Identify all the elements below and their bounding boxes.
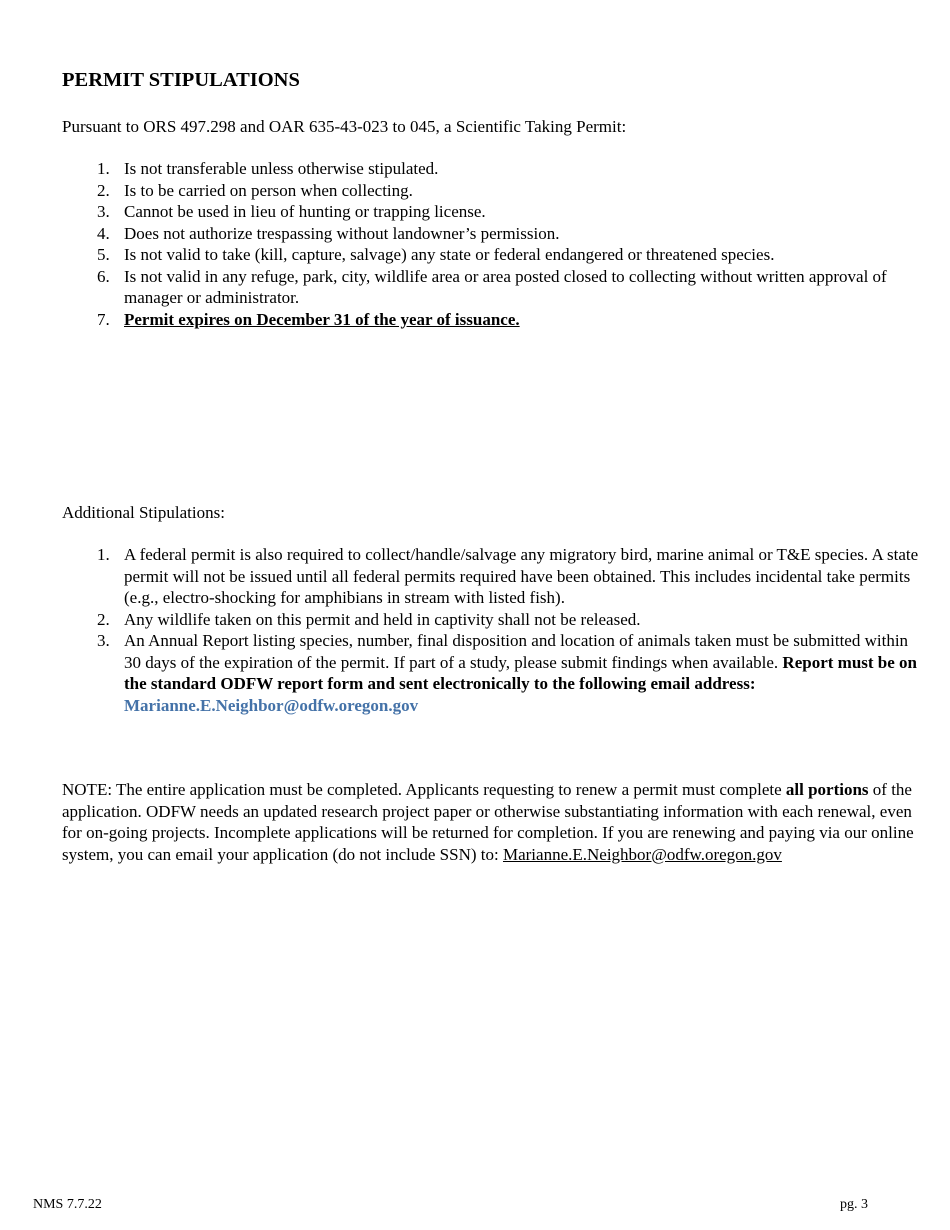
item-number: 4. <box>97 223 110 243</box>
item-text: Cannot be used in lieu of hunting or trapping license. <box>124 202 486 221</box>
list-item <box>62 158 922 180</box>
intro-paragraph: Pursuant to ORS 497.298 and OAR 635-43-023 to 045, a Scientific Taking Permit: <box>62 117 627 136</box>
item-number: 1. <box>97 159 110 178</box>
item-text: Is not valid to take (kill, capture, salvage) any state or federal endangered or threatened species. <box>124 245 775 264</box>
note-email-link[interactable]: Marianne.E.Neighbor@odfw.oregon.gov <box>502 844 782 864</box>
item-number: 7. <box>97 309 110 329</box>
email-link[interactable]: Marianne.E.Neighbor@odfw.oregon.gov <box>124 695 419 715</box>
note-text: NOTE: The entire application must be completed. Applicants requesting to renew a permit must complete <box>62 780 786 799</box>
item-number: 5. <box>97 245 110 264</box>
item-number: 2. <box>97 180 110 200</box>
list-item <box>62 244 922 266</box>
page-title: PERMIT STIPULATIONS <box>62 69 300 91</box>
item-number: 6. <box>97 266 110 286</box>
additional-stipulations-label: Additional Stipulations: <box>62 503 225 522</box>
item-text: Is not transferable unless otherwise stipulated. <box>124 159 439 178</box>
list-item <box>62 309 922 331</box>
item-text: Is to be carried on person when collecting. <box>124 180 413 200</box>
list-item <box>62 180 922 202</box>
item-text: Any wildlife taken on this permit and held in captivity shall not be released. <box>124 609 641 629</box>
list-item <box>62 201 922 223</box>
stipulations-list <box>62 158 922 330</box>
list-item <box>62 609 922 631</box>
list-item <box>62 266 922 309</box>
item-text: Is not valid in any refuge, park, city, wildlife area or area posted closed to collecting without written approval of manager or administrator. <box>124 266 887 307</box>
item-text: Does not authorize trespassing without landowner’s permission. <box>124 223 560 243</box>
additional-stipulations-list <box>62 544 922 716</box>
item-number: 3. <box>97 631 110 650</box>
item-text: A federal permit is also required to collect/handle/salvage any migratory bird, marine animal or T&E species. A state permit will not be issued until all federal permits required have been obtained. This includes incidental take permits (e.g., electro-shocking for amphibians in stream with listed fish). <box>124 545 919 607</box>
note-paragraph <box>62 779 922 865</box>
note-text: of the application. ODFW needs an updated research project paper or otherwise substantiating information with each renewal, even for on-going projects. Incomplete applications will be returned for completion. If you are renewing and paying via our online system, you can email your application (do not include SSN) to: <box>62 780 914 864</box>
item-number: 1. <box>97 545 110 564</box>
permit-expiry-text: Permit expires on December 31 of the year of issuance. <box>124 309 520 329</box>
item-text: An Annual Report listing species, number, final disposition and location of animals taken must be submitted within 30 days of the expiration of the permit. If part of a study, please submit findings when available. <box>124 631 909 672</box>
report-instruction-bold: Report must be on the standard ODFW report form and sent electronically to the following email address: <box>124 652 918 693</box>
list-item <box>62 544 922 609</box>
list-item <box>62 630 922 716</box>
footer-page-number: pg. 3 <box>840 1197 868 1212</box>
list-item <box>62 223 922 245</box>
note-bold-text: all portions <box>785 780 869 799</box>
item-number: 3. <box>97 202 110 221</box>
item-number: 2. <box>97 609 110 629</box>
footer-revision: NMS 7.7.22 <box>33 1197 102 1212</box>
